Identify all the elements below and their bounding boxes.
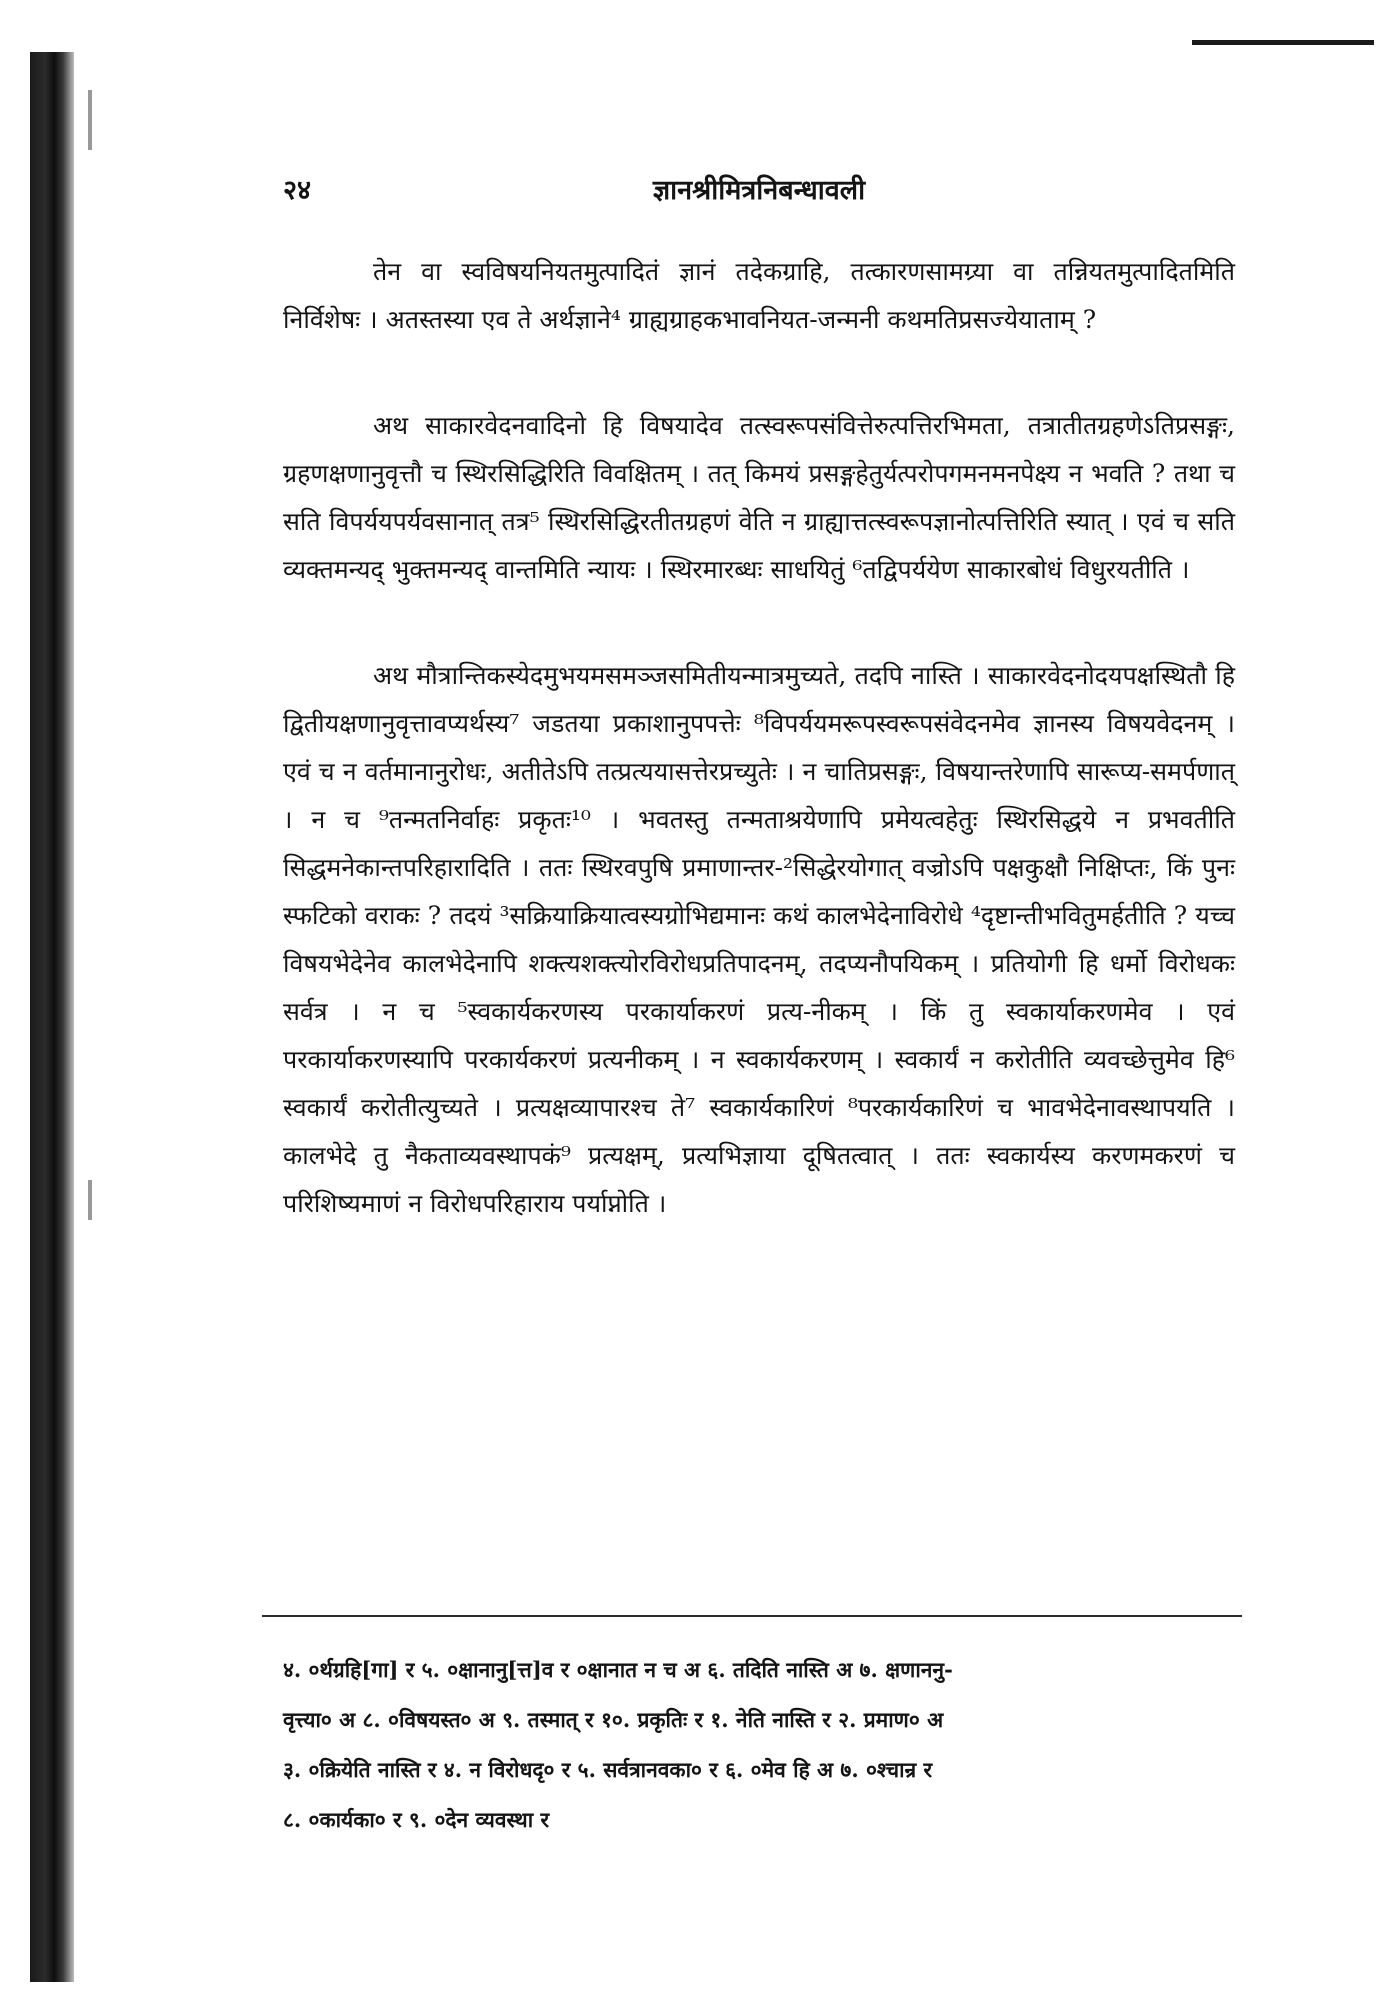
footnote-line: ८. ०कार्यका० र ९. ०देन व्यवस्था र: [283, 1807, 550, 1832]
page-number: २४: [283, 175, 312, 206]
scan-top-rule: [1192, 40, 1374, 45]
paragraph: अथ मौत्रान्तिकस्येदमुभयमसमञ्जसमितीयन्मात्रमुच्यते, तदपि नास्ति । साकारवेदनोदयपक्षस्थितौ हि द्वितीयक्षणानुवृत्तावप्यर्थस्य⁷ जडतया प्रकाशानुपपत्तेः ⁸विपर्ययमरूपस्वरूपसंवेदनमेव ज्ञानस्य विषयवेदनम् । एवं च न वर्तमानानुरोधः, अतीतेऽपि तत्प्रत्ययासत्तेरप्रच्युतेः । न चातिप्रसङ्गः, विषयान्तरेणापि सारूप्य-समर्पणात् । न च ⁹तन्मतनिर्वाहः प्रकृतः¹⁰ । भवतस्तु तन्मताश्रयेणापि प्रमेयत्वहेतुः स्थिरसिद्धये न प्रभवतीति सिद्धमनेकान्तपरिहारादिति । ततः स्थिरवपुषि प्रमाणान्तर-²सिद्धेरयोगात् वज्रोऽपि पक्षकुक्षौ निक्षिप्तः, किं पुनः स्फटिको वराकः ? तदयं ³सक्रियाक्रियात्वस्यग्रोभिद्यमानः कथं कालभेदेनाविरोधे ⁴दृष्टान्तीभवितुमर्हतीति ? यच्च विषयभेदेनेव कालभेदेनापि शक्त्यशक्त्योरविरोधप्रतिपादनम्, तदप्यनौपयिकम् । प्रतियोगी हि धर्मो विरोधकः सर्वत्र । न च ⁵स्वकार्यकरणस्य परकार्याकरणं प्रत्य-नीकम् । किं तु स्वकार्याकरणमेव । एवं परकार्याकरणस्यापि परकार्यकरणं प्रत्यनीकम् । न स्वकार्यकरणम् । स्वकार्यं न करोतीति व्यवच्छेत्तुमेव हि⁶ स्वकार्यं करोतीत्युच्यते । प्रत्यक्षव्यापारश्च ते⁷ स्वकार्यकारिणं ⁸परकार्यकारिणं च भावभेदेनावस्थापयति । कालभेदे तु नैकताव्यवस्थापकं⁹ प्रत्यक्षम्, प्रत्यभिज्ञाया दूषितत्वात् । ततः स्वकार्यस्य करणमकरणं च परिशिष्यमाणं न विरोधपरिहाराय पर्याप्नोति ।: [283, 661, 1235, 1218]
running-title: ज्ञानश्रीमित्रनिबन्धावली: [652, 175, 866, 206]
binding-edge-shadow: [30, 52, 74, 1982]
footnotes: [283, 1645, 1235, 1845]
paragraph: अथ साकारवेदनवादिनो हि विषयादेव तत्स्वरूपसंवित्तेरुत्पत्तिरभिमता, तत्रातीतग्रहणेऽतिप्रसङ्गः, ग्रहणक्षणानुवृत्तौ च स्थिरसिद्धिरिति विवक्षितम् । तत् किमयं प्रसङ्गहेतुर्यत्परोपगमनमनपेक्ष्य न भवति ? तथा च सति विपर्ययपर्यवसानात् तत्र⁵ स्थिरसिद्धिरतीतग्रहणं वेति न ग्राह्यात्तत्स्वरूपज्ञानोत्पत्तिरिति स्यात् । एवं च सति व्यक्तमन्यद् भुक्तमन्यद् वान्तमिति न्यायः । स्थिरमारब्धः साधयितुं ⁶तद्विपर्ययेण साकारबोधं विधुरयतीति ।: [283, 411, 1235, 584]
footnote-line: ३. ०क्रियेति नास्ति र ४. न विरोधदृ० र ५. सर्वत्रानवका० र ६. ०मेव हि अ ७. ०श्चान्र र: [283, 1757, 933, 1782]
main-text: [283, 248, 1235, 1286]
running-head: [283, 170, 1235, 210]
paragraph: तेन वा स्वविषयनियतमुत्पादितं ज्ञानं तदेकग्राहि, तत्कारणसामग्र्या वा तन्नियतमुत्पादितमिति निर्विशेषः । अतस्तस्या एव ते अर्थज्ञाने⁴ ग्राह्यग्राहकभावनियत-जन्मनी कथमतिप्रसज्येयाताम् ?: [283, 257, 1235, 334]
scan-speck: [88, 90, 92, 150]
footnote-divider: [262, 1615, 1242, 1617]
scan-speck: [88, 1180, 92, 1220]
footnote-line: वृत्त्या० अ ८. ०विषयस्त० अ ९. तस्मात् र १०. प्रकृतिः र १. नेति नास्ति र २. प्रमाण० अ: [283, 1707, 944, 1732]
footnote-line: ४. ०र्थग्रहि[गा] र ५. ०क्षानानु[त्त]व र ०क्षानात न च अ ६. तदिति नास्ति अ ७. क्षणाननु-: [283, 1657, 953, 1682]
